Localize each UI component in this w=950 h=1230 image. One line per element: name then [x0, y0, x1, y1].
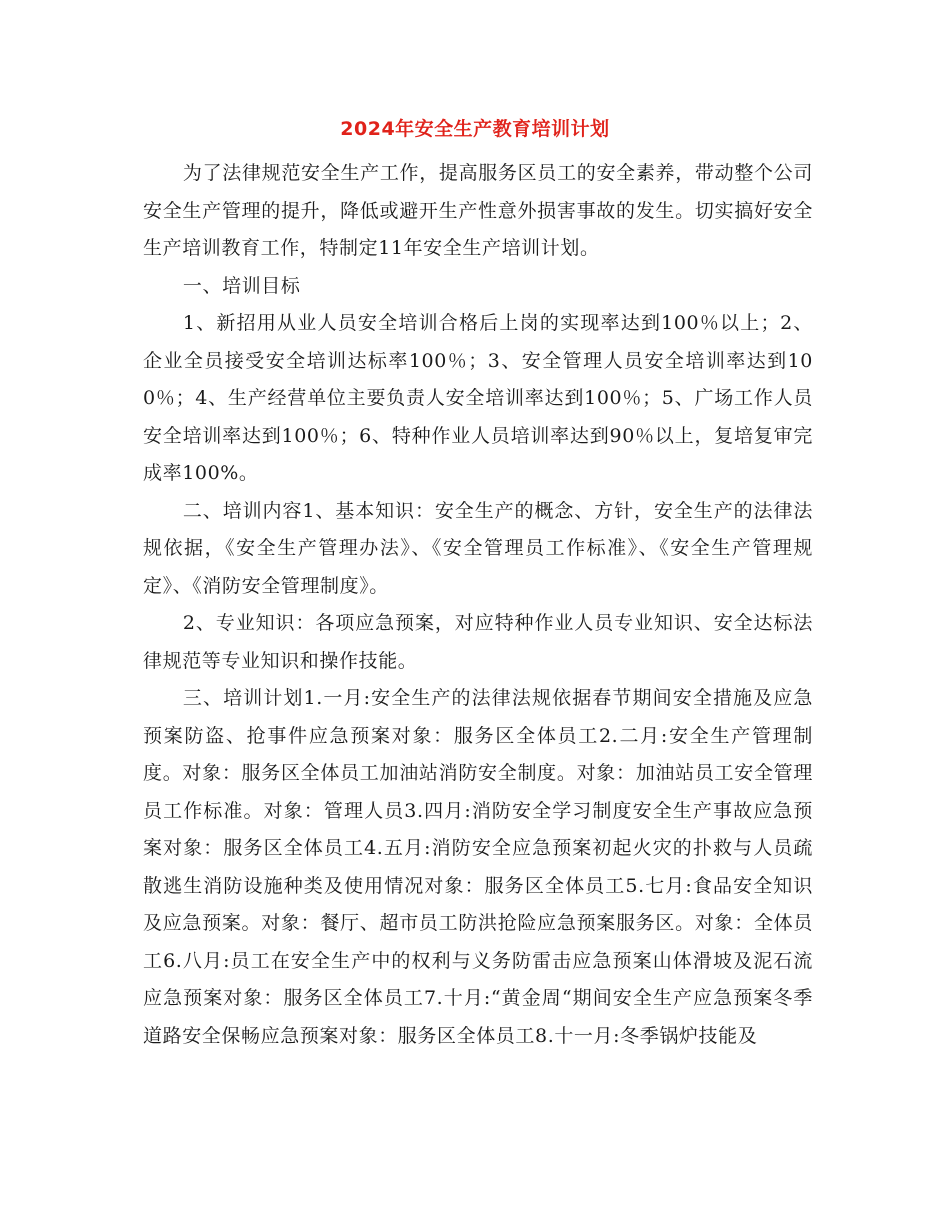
section-heading-goals: 一、培训目标	[182, 274, 301, 297]
intro-paragraph: 为了法律规范安全生产工作，提高服务区员工的安全素养，带动整个公司安全生产管理的提升，降低或避开生产性意外损害事故的发生。切实搞好安全生产培训教育工作，特制定11年安全生产培训计划。	[143, 162, 813, 259]
document-body	[143, 155, 813, 1055]
goals-paragraph: 1、新招用从业人员安全培训合格后上岗的实现率达到100％以上；2、企业全员接受安全培训达标率100％；3、安全管理人员安全培训率达到100％；4、生产经营单位主要负责人安全培训率达到100％；5、广场工作人员安全培训率达到100％；6、特种作业人员培训率达到90％以上，复培复审完成率100%。	[143, 312, 813, 484]
professional-knowledge-paragraph: 2、专业知识：各项应急预案，对应特种作业人员专业知识、安全达标法律规范等专业知识和操作技能。	[143, 612, 813, 672]
training-plan-paragraph: 三、培训计划1.一月:安全生产的法律法规依据春节期间安全措施及应急预案防盗、抢事件应急预案对象：服务区全体员工2.二月:安全生产管理制度。对象：服务区全体员工加油站消防安全制度。对象：加油站员工安全管理员工作标准。对象：管理人员3.四月:消防安全学习制度安全生产事故应急预案对象：服务区全体员工4.五月:消防安全应急预案初起火灾的扑救与人员疏散逃生消防设施种类及使用情况对象：服务区全体员工5.七月:食品安全知识及应急预案。对象：餐厅、超市员工防洪抢险应急预案服务区。对象：全体员工6.八月:员工在安全生产中的权利与义务防雷击应急预案山体滑坡及泥石流应急预案对象：服务区全体员工7.十月:“黄金周“期间安全生产应急预案冬季道路安全保畅应急预案对象：服务区全体员工8.十一月:冬季锅炉技能及	[143, 687, 813, 1047]
content-paragraph: 二、培训内容1、基本知识：安全生产的概念、方针，安全生产的法律法规依据，《安全生产管理办法》、《安全管理员工作标准》、《安全生产管理规定》、《消防安全管理制度》。	[143, 499, 813, 597]
document-title: 2024年安全生产教育培训计划	[340, 118, 610, 140]
